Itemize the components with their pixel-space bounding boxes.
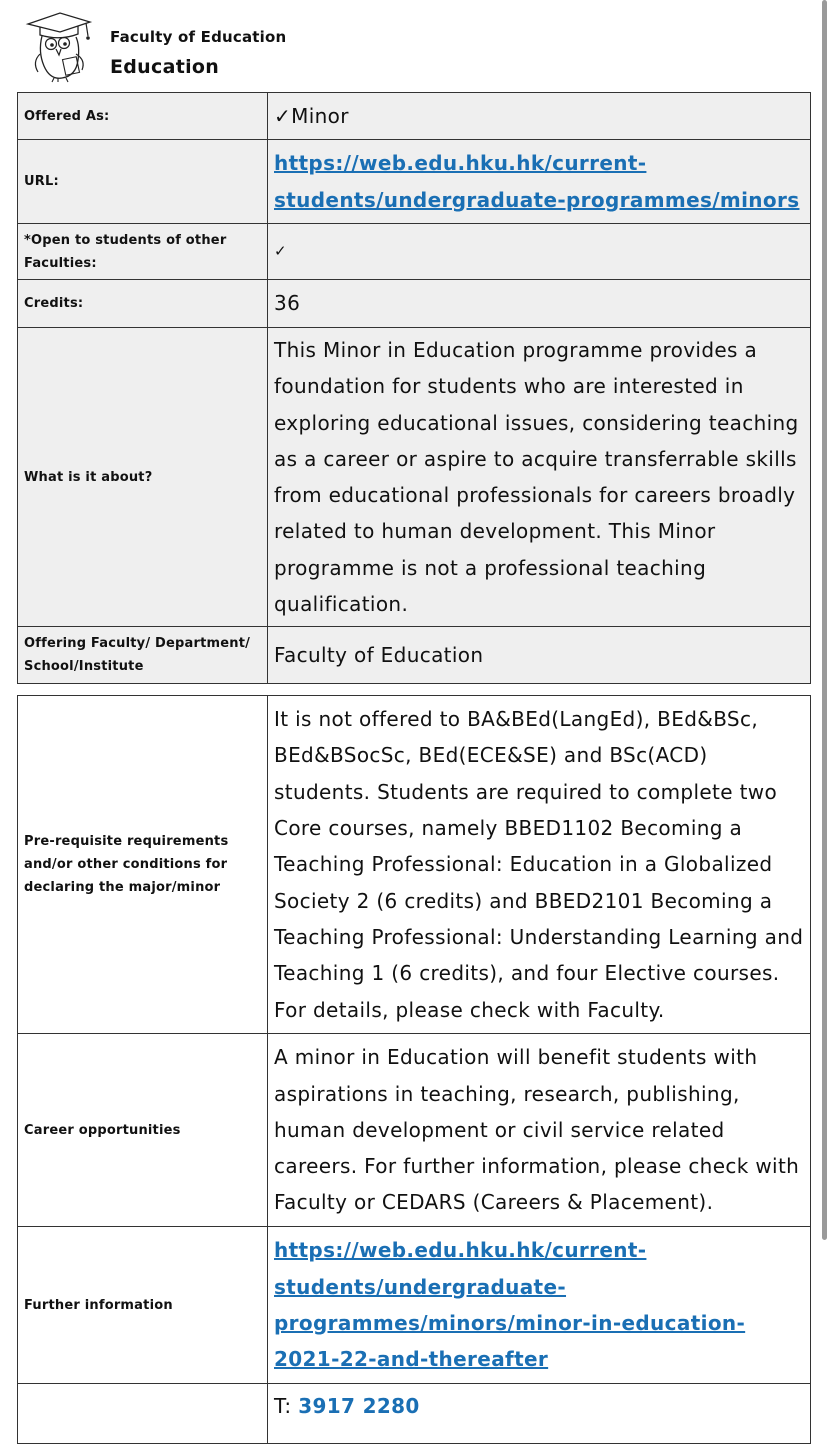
about-value: This Minor in Education programme provides a foundation for students who are interested in exploring educational issues, considering teaching as a career or aspire to acquire transferrable skills from educational professionals for careers broadly related to human development. This Minor programme is not a professional teaching qualification.: [268, 328, 811, 627]
table-row: [18, 93, 811, 140]
table-row: [18, 1227, 811, 1384]
owl-graduate-mascot-icon: [24, 10, 96, 84]
details-table: [17, 695, 811, 1444]
table-row: [18, 696, 811, 1034]
career-label: Career opportunities: [18, 1034, 268, 1227]
credits-label: Credits:: [18, 280, 268, 328]
open-to-others-label: *Open to students of other Faculties:: [18, 224, 268, 280]
further-info-link[interactable]: https://web.edu.hku.hk/current-students/undergraduate-programmes/minors/minor-in-education-2021-22-and-thereafter: [274, 1238, 746, 1372]
page-header: [0, 0, 828, 92]
table-row: [18, 1034, 811, 1227]
credits-value: 36: [268, 280, 811, 328]
table-row: [18, 140, 811, 224]
offering-faculty-value: Faculty of Education: [268, 627, 811, 684]
table-row: [18, 280, 811, 328]
table-row: [18, 328, 811, 627]
minors-url-link[interactable]: https://web.edu.hku.hk/current-students/undergraduate-programmes/minors: [274, 151, 800, 212]
offered-as-label: Offered As:: [18, 93, 268, 140]
career-value: A minor in Education will benefit students with aspirations in teaching, research, publishing, human development or civil service related careers. For further information, please check with Faculty or CEDARS (Careers & Placement).: [268, 1034, 811, 1227]
scrollbar-thumb[interactable]: [822, 0, 827, 1240]
offering-faculty-label: Offering Faculty/ Department/ School/Institute: [18, 627, 268, 684]
phone-label: T:: [274, 1394, 292, 1418]
summary-table: [17, 92, 811, 684]
further-info-cell: [268, 1227, 811, 1384]
url-label: URL:: [18, 140, 268, 224]
prerequisite-label: Pre-requisite requirements and/or other conditions for declaring the major/minor: [18, 696, 268, 1034]
prerequisite-value: It is not offered to BA&BEd(LangEd), BEd&BSc, BEd&BSocSc, BEd(ECE&SE) and BSc(ACD) students. Students are required to complete two Core courses, namely BBED1102 Becoming a Teaching Professional: Education in a Globalized Society 2 (6 credits) and BBED2101 Becoming a Teaching Professional: Understanding Learning and Teaching 1 (6 credits), and four Elective courses. For details, please check with Faculty.: [268, 696, 811, 1034]
contact-value: [268, 1384, 811, 1444]
program-title: Education: [110, 56, 220, 78]
further-info-label: Further information: [18, 1227, 268, 1384]
about-label: What is it about?: [18, 328, 268, 627]
table-row: [18, 1384, 811, 1444]
scrollbar[interactable]: [822, 0, 828, 1415]
faculty-name: Faculty of Education: [110, 28, 287, 46]
offered-as-value: ✓Minor: [268, 93, 811, 140]
table-row: [18, 627, 811, 684]
contact-label: [18, 1384, 268, 1444]
open-to-others-value: ✓: [268, 224, 811, 280]
phone-number-link[interactable]: 3917 2280: [298, 1394, 420, 1418]
table-row: [18, 224, 811, 280]
url-cell: [268, 140, 811, 224]
